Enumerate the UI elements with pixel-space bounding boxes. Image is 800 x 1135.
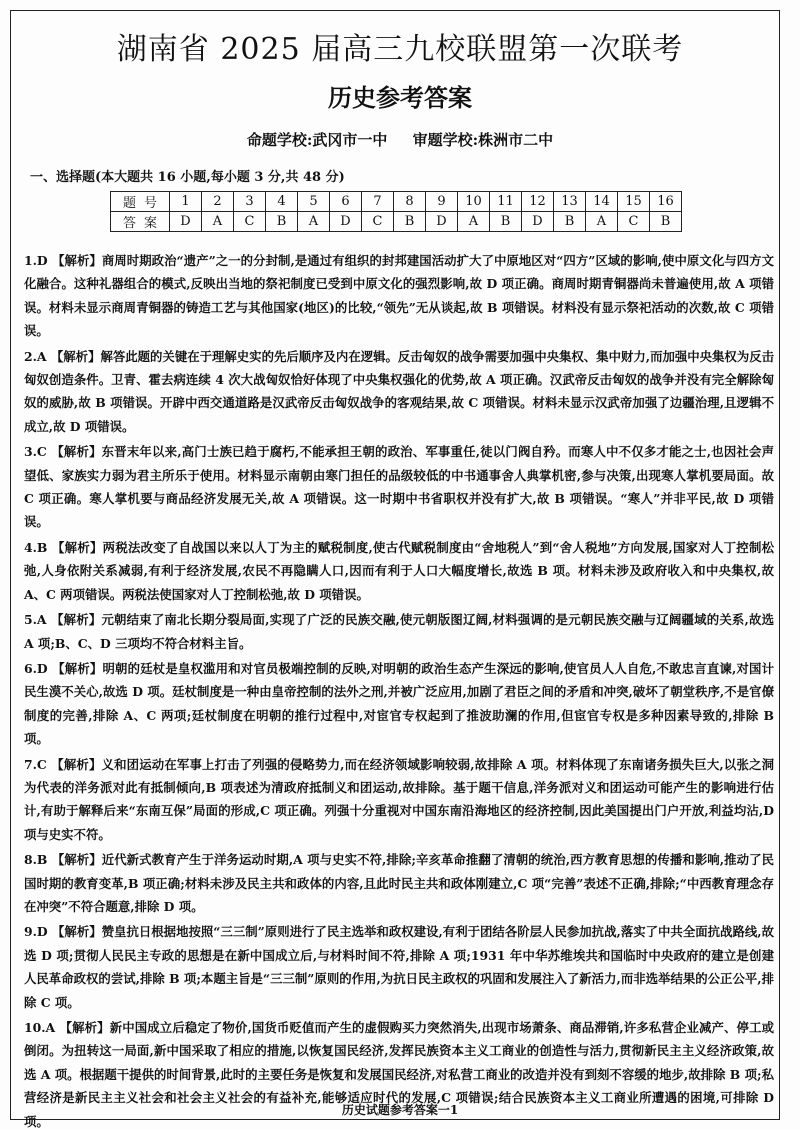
- explanation-item: [24, 440, 774, 534]
- explanation-item: [24, 536, 774, 606]
- analysis-tag: 【解析】: [52, 253, 102, 268]
- answer-cell: B: [554, 212, 586, 232]
- question-number: 11: [490, 192, 522, 212]
- item-text: 近代新式教育产生于洋务运动时期,A 项与史实不符,排除;辛亥革命推翻了清朝的统治,西方教育思想的传播和影响,推动了民国时期的教育变革,B 项正确;材料未涉及民主共和政体的内容,且此时民主共和政体刚建立,C 项“完善”表述不正确,排除;“中西教育理念存在冲突”不符合题意,排除 D 项。: [24, 852, 774, 914]
- explanation-item: [24, 753, 774, 847]
- answer-cell: D: [170, 212, 202, 232]
- analysis-tag: 【解析】: [51, 612, 102, 628]
- section-title: 一、选择题(本大题共 16 小题,每小题 3 分,共 48 分): [30, 170, 345, 185]
- item-text: 东晋末年以来,高门士族已趋于腐朽,不能承担王朝的政治、军事重任,徒以门阀自矜。而寒人中不仅多才能之士,也因社会声望低、家族实力弱为君主所乐于使用。材料显示南朝由寒门担任的品级较低的中书通事舍人典掌机密,参与决策,出现寒人掌机要局面。故 C 项正确。寒人掌机要与商品经济发展无关,故 A 项错误。这一时期中书省职权并没有扩大,故 B 项错误。“寒人”并非平民,故 D 项错误。: [24, 444, 774, 530]
- question-number: 9: [426, 192, 458, 212]
- item-head: 5.A: [24, 612, 47, 628]
- explanation-item: [24, 657, 774, 751]
- proposer-school: 命题学校:武冈市一中: [246, 131, 388, 149]
- item-text: 解答此题的关键在于理解史实的先后顺序及内在逻辑。反击匈奴的战争需要加强中央集权、集中财力,而加强中央集权为反击匈奴创造条件。卫青、霍去病连续 4 次大战匈奴恰好体现了中央集权强化的优势,故 A 项正确。汉武帝反击匈奴的战争并没有完全解除匈奴的威胁,故 B 项错误。开辟中西交通道路是汉武帝反击匈奴战争的客观结果,故 C 项错误。材料未显示汉武帝加强了边疆治理,且逻辑不成立,故 D 项错误。: [24, 348, 774, 434]
- analysis-tag: 【解析】: [51, 852, 102, 868]
- answer-cell: C: [618, 212, 650, 232]
- question-number-row: [111, 192, 682, 212]
- item-head: 6.D: [24, 660, 48, 676]
- analysis-tag: 【解析】: [52, 539, 103, 555]
- analysis-tag: 【解析】: [52, 924, 102, 940]
- answer-cell: A: [458, 212, 490, 232]
- reviewer-school: 审题学校:株洲市二中: [412, 131, 554, 149]
- answer-cell: B: [394, 212, 426, 232]
- analysis-tag: 【解析】: [50, 348, 101, 364]
- item-head: 7.C: [24, 756, 47, 772]
- answer-table: [110, 191, 682, 232]
- question-number: 4: [266, 192, 298, 212]
- question-number: 10: [458, 192, 490, 212]
- question-number: 15: [618, 192, 650, 212]
- item-text: 两税法改变了自战国以来以人丁为主的赋税制度,使古代赋税制度由“舍地税人”到“舍人税地”方向发展,国家对人丁控制松弛,人身依附关系减弱,有利于经济发展,农民不再隐瞒人口,因而有利于人口大幅度增长,故选 B 项。材料未涉及政府收入和中央集权,故 A、C 两项错误。两税法使国家对人丁控制松弛,故 D 项错误。: [24, 539, 775, 602]
- explanation-item: [24, 345, 774, 439]
- answer-cell: C: [362, 212, 394, 232]
- item-text: 元朝结束了南北长期分裂局面,实现了广泛的民族交融,使元朝版图辽阔,材料强调的是元朝民族交融与辽阔疆域的关系,故选 A 项;B、C、D 三项均不符合材料主旨。: [24, 612, 774, 651]
- explanation-item: [24, 848, 774, 918]
- analysis-tag: 【解析】: [52, 660, 103, 676]
- question-number: 3: [234, 192, 266, 212]
- item-head: 9.D: [24, 924, 48, 940]
- answer-cell: C: [234, 212, 266, 232]
- document-subtitle: 历史参考答案: [328, 84, 472, 112]
- question-number: 6: [330, 192, 362, 212]
- item-head: 1.D: [24, 253, 48, 268]
- answer-cell: A: [298, 212, 330, 232]
- page-footer: 历史试题参考答案一1: [341, 1103, 459, 1117]
- answer-cell: A: [586, 212, 618, 232]
- answer-row: [111, 212, 682, 232]
- question-number: 12: [522, 192, 554, 212]
- answer-cell: D: [330, 212, 362, 232]
- answer-cell: B: [490, 212, 522, 232]
- explanation-item: [24, 920, 774, 1014]
- item-head: 4.B: [24, 539, 48, 555]
- exam-title: 湖南省 2025 届高三九校联盟第一次联考: [116, 32, 684, 67]
- answer-cell: D: [426, 212, 458, 232]
- answer-cell: B: [650, 212, 682, 232]
- analysis-tag: 【解析】: [51, 444, 102, 460]
- question-number: 13: [554, 192, 586, 212]
- item-text: 明朝的廷杖是皇权滥用和对官员极端控制的反映,对明朝的政治生态产生深远的影响,使官员人人自危,不敢忠言直谏,对国计民生漠不关心,故选 D 项。廷杖制度是一种由皇帝控制的法外之刑,并被广泛应用,加剧了君臣之间的矛盾和冲突,破坏了朝堂秩序,不是官僚制度的完善,排除 A、C 两项;廷杖制度在明朝的推行过程中,对宦官专权起到了推波助澜的作用,但宦官专权是多种因素导致的,排除 B 项。: [24, 660, 774, 747]
- item-text: 赞皇抗日根据地按照“三三制”原则进行了民主选举和政权建设,有利于团结各阶层人民参加抗战,落实了中共全面抗战路线,故选 D 项;贯彻人民民主专政的思想是在新中国成立后,与材料时间不符,排除 A 项;1931 年中华苏维埃共和国临时中央政府的建立是创建人民革命政权的尝试,排除 B 项;本题主旨是“三三制”原则的作用,为抗日民主政权的巩固和发展注入了新活力,而非选举结果的公正公平,排除 C 项。: [24, 924, 774, 1010]
- analysis-tag: 【解析】: [59, 1020, 110, 1035]
- question-number: 8: [394, 192, 426, 212]
- explanation-item: [24, 249, 774, 343]
- question-number: 7: [362, 192, 394, 212]
- answer-cell: B: [266, 212, 298, 232]
- row-label-answer: 答案: [111, 212, 170, 232]
- item-text: 商周时期政治“遗产”之一的分封制,是通过有组织的封邦建国活动扩大了中原地区对“四方”区域的影响,使中原文化与四方文化融合。这种礼器组合的模式,反映出当地的祭祀制度已受到中原文化的强烈影响,故 D 项正确。商周时期青铜器尚未普遍使用,故 A 项错误。材料未显示商周青铜器的铸造工艺与其他国家(地区)的比较,“领先”无从谈起,故 B 项错误。材料没有显示祭祀活动的次数,故 C 项错误。: [24, 253, 774, 339]
- question-number: 5: [298, 192, 330, 212]
- item-text: 新中国成立后稳定了物价,国货币贬值而产生的虚假购买力突然消失,出现市场萧条、商品滞销,许多私营企业减产、停工或倒闭。为扭转这一局面,新中国采取了相应的措施,以恢复国民经济,发挥民族资本主义工商业的创造性与活力,贯彻新民主主义经济政策,故选 A 项。根据题干提供的时间背景,此时的主要任务是恢复和发展国民经济,对私营工商业的改造并没有到刻不容缓的地步,故排除 B 项;私营经济是新民主主义社会和社会主义社会的有益补充,能够适应时代的发展,C 项错误;结合民族资本主义工商业所遭遇的困境,可排除 D 项。: [24, 1020, 774, 1129]
- question-number: 2: [202, 192, 234, 212]
- item-head: 3.C: [24, 444, 47, 460]
- question-number: 1: [170, 192, 202, 212]
- item-head: 10.A: [24, 1020, 56, 1035]
- answer-cell: A: [202, 212, 234, 232]
- question-number: 14: [586, 192, 618, 212]
- question-number: 16: [650, 192, 682, 212]
- item-text: 义和团运动在军事上打击了列强的侵略势力,而在经济领域影响较弱,故排除 A 项。材料体现了东南诸务损失巨大,以张之洞为代表的洋务派对此有抵制倾向,B 项表述为清政府抵制义和团运动,故排除。基于题干信息,洋务派对义和团运动可能产生的影响进行估计,有助于解释后来“东南互保”局面的形成,C 项正确。列强十分重视对中国东南沿海地区的经济控制,因此美国提出门户开放,利益均沾,D 项与史实不符。: [24, 756, 774, 842]
- item-head: 8.B: [24, 852, 48, 868]
- school-info: [0, 129, 800, 150]
- analysis-tag: 【解析】: [51, 756, 102, 772]
- explanation-list: [24, 249, 774, 1135]
- item-head: 2.A: [24, 348, 47, 364]
- answer-cell: D: [522, 212, 554, 232]
- row-label-number: 题号: [111, 192, 170, 212]
- explanation-item: [24, 608, 774, 655]
